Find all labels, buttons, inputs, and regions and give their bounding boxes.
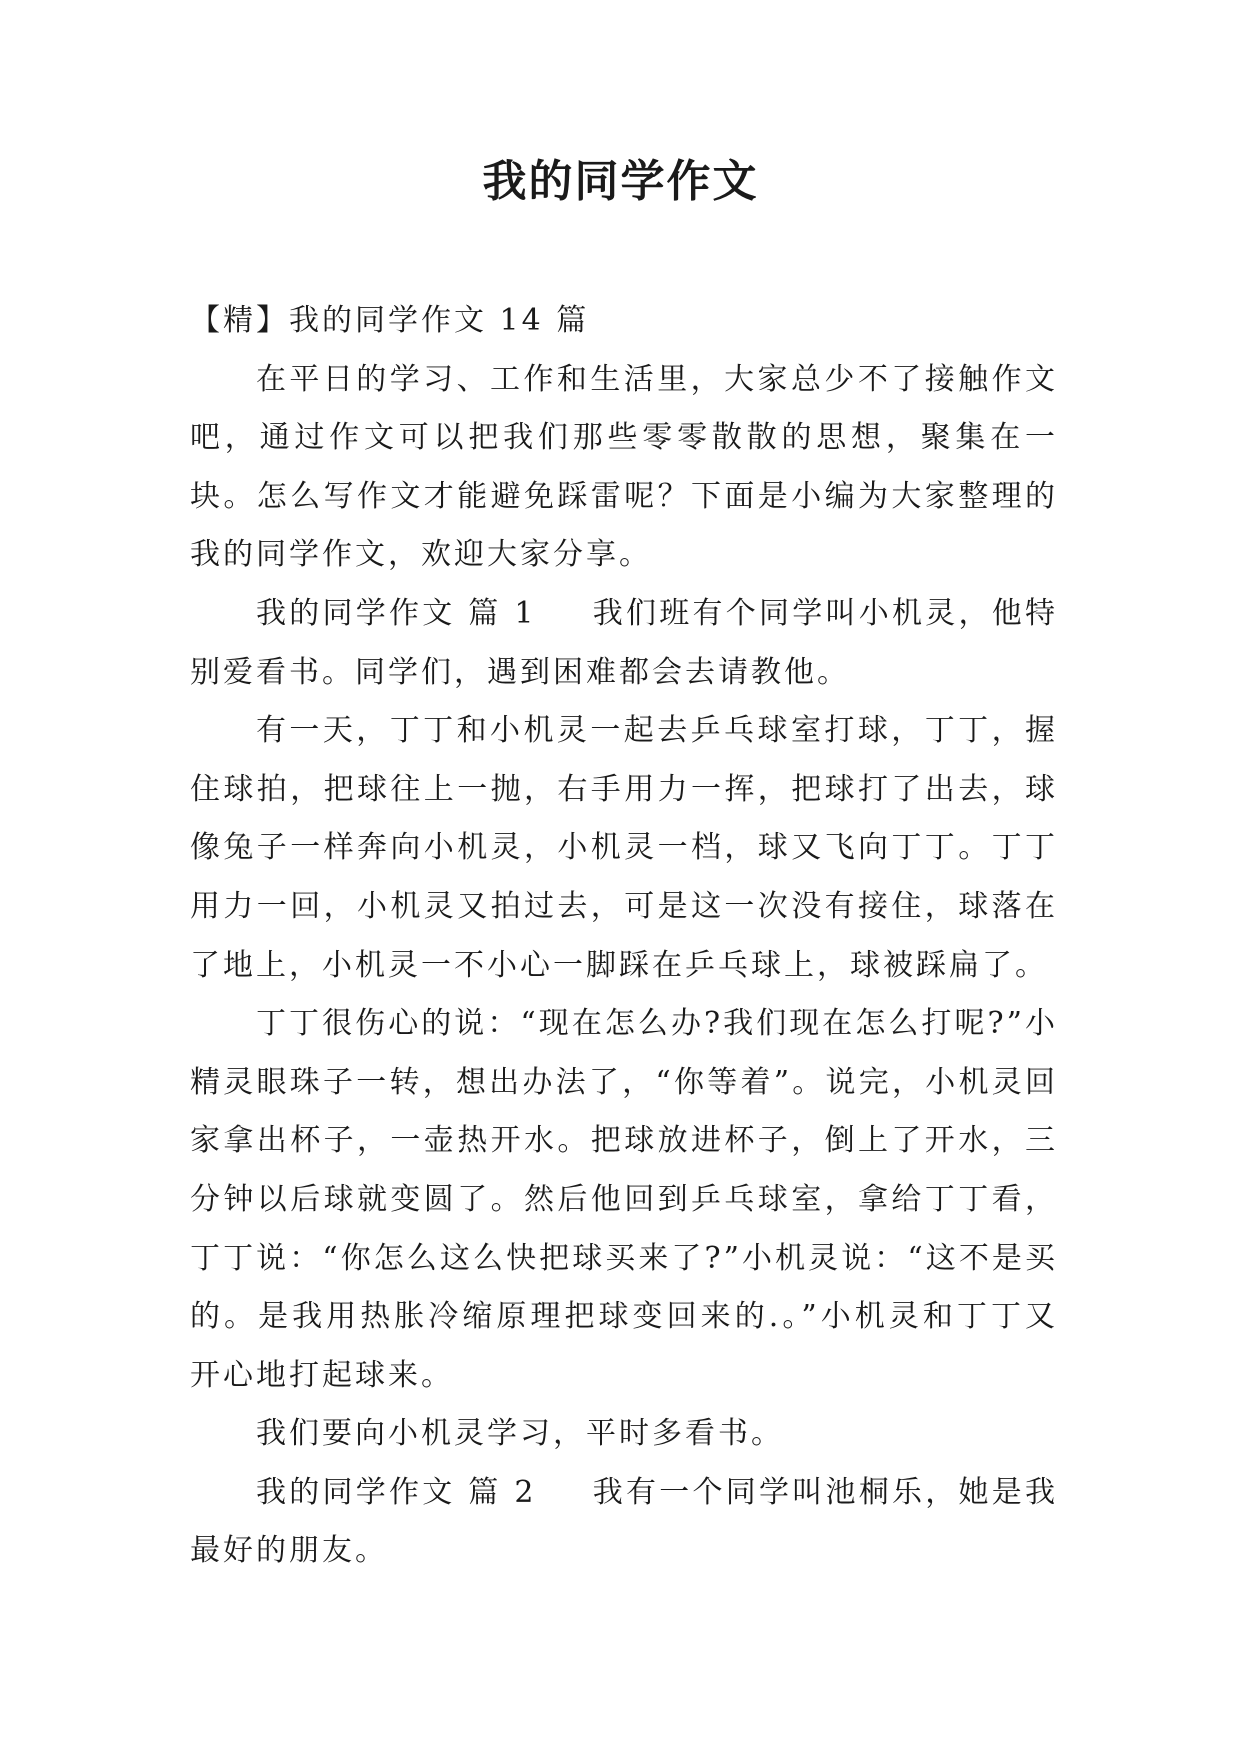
intro-paragraph: 在平日的学习、工作和生活里，大家总少不了接触作文吧，通过作文可以把我们那些零零散散的思想，聚集在一块。怎么写作文才能避免踩雷呢？下面是小编为大家整理的我的同学作文，欢迎大家分享。 bbox=[190, 361, 1058, 573]
section-1-body-paragraph: 有一天，丁丁和小机灵一起去乒乓球室打球，丁丁，握住球拍，把球往上一抛，右手用力一挥，把球打了出去，球像兔子一样奔向小机灵，小机灵一档，球又飞向丁丁。丁丁用力一回，小机灵又拍过去，可是这一次没有接住，球落在了地上，小机灵一不小心一脚踩在乒乓球上，球被踩扁了。 bbox=[190, 713, 1058, 983]
section-1-heading: 我的同学作文 篇 1 bbox=[256, 595, 537, 631]
section-1-body-paragraph: 我们要向小机灵学习，平时多看书。 bbox=[256, 1416, 784, 1452]
section-2-lead: 我有一个同学叫池桐乐，她是我最好的朋友。 bbox=[190, 1474, 1059, 1569]
document-body bbox=[190, 292, 1058, 1581]
document-subtitle: 【精】我的同学作文 14 篇 bbox=[190, 303, 590, 338]
section-1-paragraph bbox=[190, 585, 1058, 702]
document-title: 我的同学作文 bbox=[482, 156, 759, 207]
section-1-lead: 我们班有个同学叫小机灵，他特别爱看书。同学们，遇到困难都会去请教他。 bbox=[190, 595, 1059, 690]
section-1-body-paragraph: 丁丁很伤心的说：“现在怎么办?我们现在怎么打呢?”小精灵眼珠子一转，想出办法了，“你等着”。说完，小机灵回家拿出杯子，一壶热开水。把球放进杯子，倒上了开水，三分钟以后球就变圆了。然后他回到乒乓球室，拿给丁丁看，丁丁说：“你怎么这么快把球买来了?”小机灵说：“这不是买的。是我用热胀冷缩原理把球变回来的.。”小机灵和丁丁又开心地打起球来。 bbox=[190, 1006, 1058, 1393]
section-2-heading: 我的同学作文 篇 2 bbox=[256, 1474, 537, 1510]
section-2-paragraph bbox=[190, 1464, 1058, 1581]
